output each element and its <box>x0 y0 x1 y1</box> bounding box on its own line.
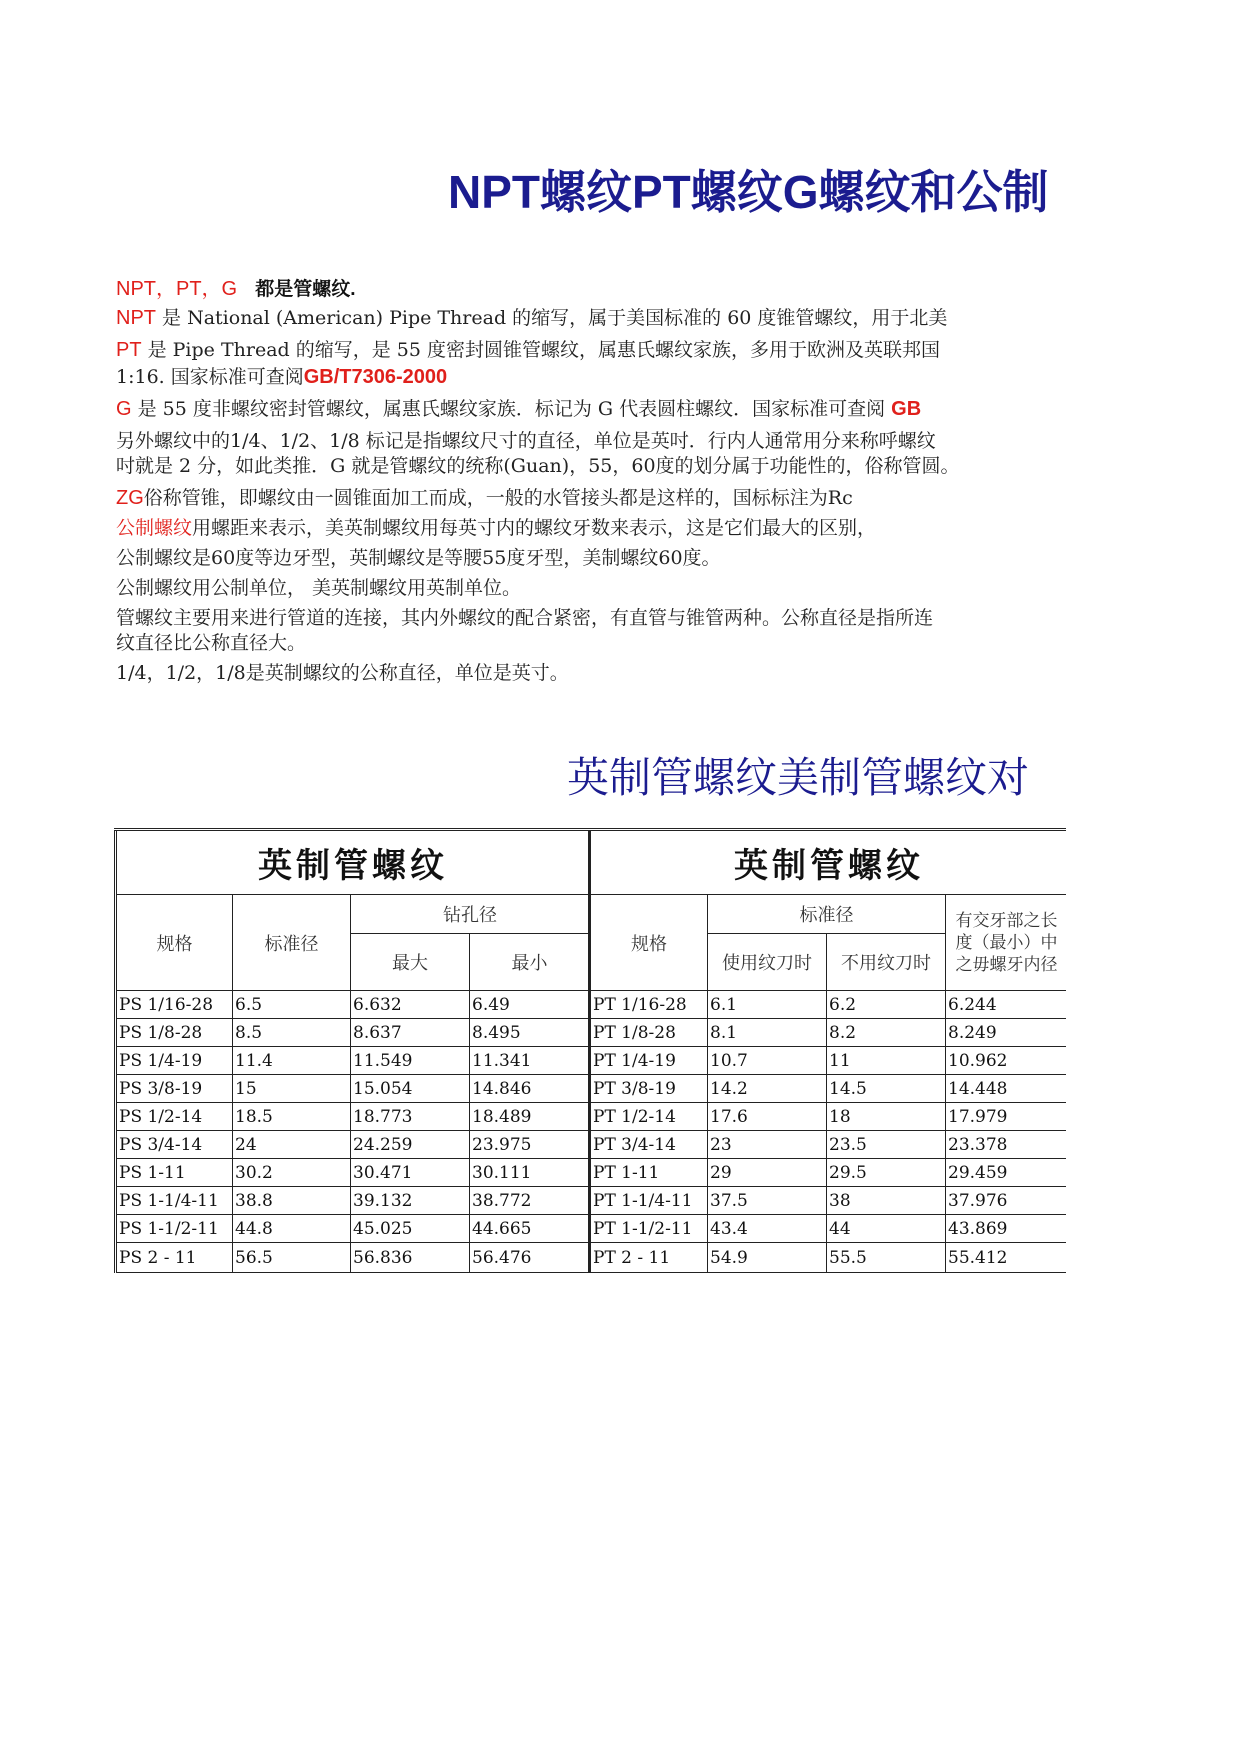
intro-term: NPT <box>116 307 156 329</box>
table-row <box>590 1159 1067 1187</box>
table-cell: 38.772 <box>470 1187 590 1215</box>
table-cell: 18 <box>827 1103 946 1131</box>
table-row <box>590 1047 1067 1075</box>
header-spec: 规格 <box>590 895 708 991</box>
intro-text: 是 55 度非螺纹密封管螺纹，属惠氏螺纹家族．标记为 G 代表圆柱螺纹．国家标准可查阅 <box>137 398 886 420</box>
table-cell: PS 3/8-19 <box>116 1075 233 1103</box>
intro-text: 1:16. 国家标准可查阅 <box>116 366 304 388</box>
table-cell: 56.5 <box>233 1243 351 1273</box>
table-cell: 39.132 <box>351 1187 470 1215</box>
table-cell: 18.489 <box>470 1103 590 1131</box>
table-cell: 8.2 <box>827 1019 946 1047</box>
table-title: 英制管螺纹 <box>116 830 590 895</box>
table-cell: PT 1/8-28 <box>590 1019 708 1047</box>
header-max: 最大 <box>351 934 470 991</box>
intro-term: 公制螺纹 <box>116 517 193 539</box>
table-cell: 55.5 <box>827 1243 946 1273</box>
intro-line-8 <box>116 483 853 510</box>
table-title-row <box>590 830 1067 895</box>
intro-term: NPT，PT，G <box>116 278 238 300</box>
table-cell: 54.9 <box>708 1243 827 1273</box>
table-row <box>590 1103 1067 1131</box>
table-cell: 11 <box>827 1047 946 1075</box>
table-cell: PT 3/8-19 <box>590 1075 708 1103</box>
intro-line-2 <box>116 303 947 330</box>
table-cell: 11.549 <box>351 1047 470 1075</box>
table-cell: 6.632 <box>351 991 470 1019</box>
gb-standard-ref: GB <box>891 398 922 420</box>
table-cell: PS 1/8-28 <box>116 1019 233 1047</box>
table-cell: 10.7 <box>708 1047 827 1075</box>
intro-text: 是 National (American) Pipe Thread 的缩写，属于美国标准的 60 度锥管螺纹，用于北美 <box>162 307 948 329</box>
table-cell: 8.249 <box>946 1019 1067 1047</box>
table-row <box>116 1075 590 1103</box>
table-cell: 23 <box>708 1131 827 1159</box>
table-row <box>116 1243 590 1273</box>
table-cell: PS 2 - 11 <box>116 1243 233 1273</box>
table-cell: 37.976 <box>946 1187 1067 1215</box>
table-body <box>116 991 590 1273</box>
intro-term: PT <box>116 339 142 361</box>
table-cell: 30.111 <box>470 1159 590 1187</box>
table-cell: 29.5 <box>827 1159 946 1187</box>
table-section-title: 英制管螺纹美制管螺纹对 <box>567 753 1030 802</box>
table-row <box>116 1187 590 1215</box>
table-cell: 43.4 <box>708 1215 827 1243</box>
table-row <box>590 1075 1067 1103</box>
table-cell: 30.2 <box>233 1159 351 1187</box>
table-cell: 55.412 <box>946 1243 1067 1273</box>
table-row <box>116 1159 590 1187</box>
british-taper-pipe-thread-table <box>588 828 1066 1273</box>
intro-term: ZG <box>116 487 144 509</box>
table-cell: PT 2 - 11 <box>590 1243 708 1273</box>
table-row <box>590 1019 1067 1047</box>
table-cell: PT 1-11 <box>590 1159 708 1187</box>
table-cell: 18.5 <box>233 1103 351 1131</box>
british-pipe-thread-table <box>114 828 590 1273</box>
table-row <box>590 1187 1067 1215</box>
header-std-diameter: 标准径 <box>708 895 946 934</box>
table-cell: 14.2 <box>708 1075 827 1103</box>
intro-line-9 <box>116 513 876 540</box>
table-row <box>116 1103 590 1131</box>
table-cell: PT 1-1/2-11 <box>590 1215 708 1243</box>
table-cell: PS 1-1/2-11 <box>116 1215 233 1243</box>
table-cell: 18.773 <box>351 1103 470 1131</box>
intro-line-12: 管螺纹主要用来进行管道的连接，其内外螺纹的配合紧密，有直管与锥管两种。公称直径是指所连 <box>116 607 934 629</box>
header-engaged-length: 有交牙部之长度（最小）中之毋螺牙内径 <box>946 895 1067 991</box>
table-cell: PS 1-1/4-11 <box>116 1187 233 1215</box>
intro-line-13: 纹直径比公称直径大。 <box>116 632 307 654</box>
table-cell: 56.476 <box>470 1243 590 1273</box>
intro-text: 俗称管锥，即螺纹由一圆锥面加工而成，一般的水管接头都是这样的，国标标注为Rc <box>143 487 853 509</box>
table-cell: PS 1/16-28 <box>116 991 233 1019</box>
table-cell: 11.4 <box>233 1047 351 1075</box>
intro-line-1 <box>116 272 356 301</box>
intro-text: 都是管螺纹. <box>255 279 356 300</box>
table-cell: PT 1-1/4-11 <box>590 1187 708 1215</box>
table-cell: 15.054 <box>351 1075 470 1103</box>
table-cell: 14.5 <box>827 1075 946 1103</box>
table-cell: 45.025 <box>351 1215 470 1243</box>
table-row <box>590 1215 1067 1243</box>
table-cell: 23.378 <box>946 1131 1067 1159</box>
table-cell: PS 1-11 <box>116 1159 233 1187</box>
header-std-diameter: 标准径 <box>233 895 351 991</box>
table-cell: 6.49 <box>470 991 590 1019</box>
header-drill-diameter: 钻孔径 <box>351 895 590 934</box>
table-cell: 8.1 <box>708 1019 827 1047</box>
table-row <box>590 991 1067 1019</box>
table-cell: 23.975 <box>470 1131 590 1159</box>
table-row <box>590 1243 1067 1273</box>
table-cell: 15 <box>233 1075 351 1103</box>
table-cell: 43.869 <box>946 1215 1067 1243</box>
intro-line-11: 公制螺纹用公制单位， 美英制螺纹用英制单位。 <box>116 577 522 599</box>
intro-term: G <box>116 398 132 420</box>
table-cell: 29.459 <box>946 1159 1067 1187</box>
intro-line-3 <box>116 335 940 362</box>
table-cell: 14.846 <box>470 1075 590 1103</box>
table-cell: PT 1/16-28 <box>590 991 708 1019</box>
table-cell: 44.665 <box>470 1215 590 1243</box>
table-cell: PS 3/4-14 <box>116 1131 233 1159</box>
table-cell: 23.5 <box>827 1131 946 1159</box>
table-cell: 6.244 <box>946 991 1067 1019</box>
table-row <box>116 991 590 1019</box>
table-title-row <box>116 830 590 895</box>
table-cell: 6.1 <box>708 991 827 1019</box>
table-cell: 24 <box>233 1131 351 1159</box>
intro-line-5 <box>116 394 921 421</box>
table-cell: 44 <box>827 1215 946 1243</box>
intro-line-4 <box>116 362 447 389</box>
table-cell: 37.5 <box>708 1187 827 1215</box>
header-min: 最小 <box>470 934 590 991</box>
header-with-die: 使用纹刀时 <box>708 934 827 991</box>
table-cell: 17.979 <box>946 1103 1067 1131</box>
intro-line-10: 公制螺纹是60度等边牙型，英制螺纹是等腰55度牙型，美制螺纹60度。 <box>116 547 721 569</box>
intro-text: 是 Pipe Thread 的缩写，是 55 度密封圆锥管螺纹，属惠氏螺纹家族，多用于欧洲及英联邦国 <box>147 339 940 361</box>
header-row <box>116 895 590 934</box>
table-cell: 38.8 <box>233 1187 351 1215</box>
table-cell: 38 <box>827 1187 946 1215</box>
table-cell: 6.5 <box>233 991 351 1019</box>
table-cell: 8.5 <box>233 1019 351 1047</box>
table-row <box>116 1215 590 1243</box>
table-title: 英制管螺纹 <box>590 830 1067 895</box>
table-cell: PT 1/2-14 <box>590 1103 708 1131</box>
header-without-die: 不用纹刀时 <box>827 934 946 991</box>
page-title: NPT螺纹PT螺纹G螺纹和公制 <box>448 166 1049 218</box>
table-cell: 8.495 <box>470 1019 590 1047</box>
table-cell: 30.471 <box>351 1159 470 1187</box>
table-cell: PT 1/4-19 <box>590 1047 708 1075</box>
table-row <box>116 1131 590 1159</box>
intro-text: 用螺距来表示，美英制螺纹用每英寸内的螺纹牙数来表示，这是它们最大的区别， <box>192 517 877 539</box>
intro-line-14: 1/4，1/2，1/8是英制螺纹的公称直径，单位是英寸。 <box>116 662 569 684</box>
table-cell: 10.962 <box>946 1047 1067 1075</box>
table-cell: 14.448 <box>946 1075 1067 1103</box>
header-row <box>590 895 1067 934</box>
table-cell: PS 1/2-14 <box>116 1103 233 1131</box>
table-cell: 56.836 <box>351 1243 470 1273</box>
table-row <box>116 1047 590 1075</box>
header-spec: 规格 <box>116 895 233 991</box>
table-cell: 24.259 <box>351 1131 470 1159</box>
table-cell: PS 1/4-19 <box>116 1047 233 1075</box>
intro-line-7: 吋就是 2 分，如此类推．G 就是管螺纹的统称(Guan)，55，60度的划分属于功能性的，俗称管圆。 <box>116 455 960 477</box>
intro-line-6: 另外螺纹中的1/4、1/2、1/8 标记是指螺纹尺寸的直径，单位是英吋．行内人通常用分来称呼螺纹 <box>116 430 936 452</box>
gb-standard-ref: GB/T7306-2000 <box>303 366 448 388</box>
table-body <box>590 991 1067 1273</box>
table-cell: 11.341 <box>470 1047 590 1075</box>
table-cell: 17.6 <box>708 1103 827 1131</box>
table-cell: 44.8 <box>233 1215 351 1243</box>
table-row <box>590 1131 1067 1159</box>
table-cell: 6.2 <box>827 991 946 1019</box>
table-row <box>116 1019 590 1047</box>
table-cell: 29 <box>708 1159 827 1187</box>
table-cell: 8.637 <box>351 1019 470 1047</box>
table-cell: PT 3/4-14 <box>590 1131 708 1159</box>
